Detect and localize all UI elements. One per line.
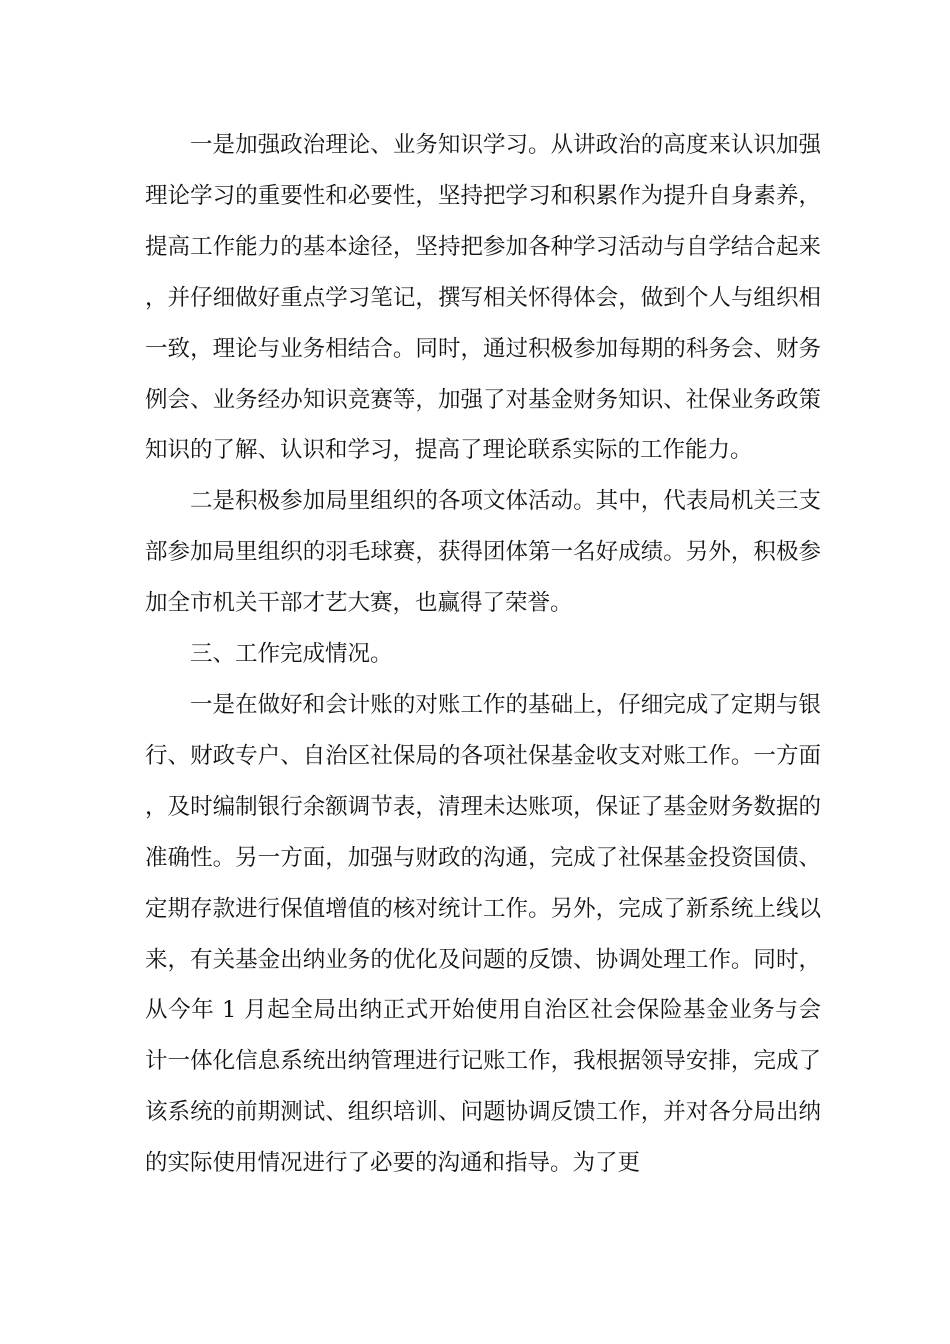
section-heading-work-completion: 三、工作完成情况。 bbox=[190, 641, 393, 668]
paragraph-activities: 二是积极参加局里组织的各项文体活动。其中，代表局机关三支部参加局里组织的羽毛球赛，获得团体第一名好成绩。另外，积极参加全市机关干部才艺大赛，也赢得了荣誉。 bbox=[145, 488, 821, 617]
paragraph-reconciliation: 一是在做好和会计账的对账工作的基础上，仔细完成了定期与银行、财政专户、自治区社保局的各项社保基金收支对账工作。一方面，及时编制银行余额调节表，清理未达账项，保证了基金财务数据的准确性。另一方面，加强与财政的沟通，完成了社保基金投资国债、定期存款进行保值增值的核对统计工作。另外，完成了新系统上线以来，有关基金出纳业务的优化及问题的反馈、协调处理工作。同时，从今年 1 月起全局出纳正式开始使用自治区社会保险基金业务与会计一体化信息系统出纳管理进行记账工作，我根据领导安排，完成了该系统的前期测试、组织培训、问题协调反馈工作，并对各分局出纳的实际使用情况进行了必要的沟通和指导。为了更 bbox=[145, 691, 821, 1177]
document-body bbox=[145, 120, 821, 1189]
paragraph-study: 一是加强政治理论、业务知识学习。从讲政治的高度来认识加强理论学习的重要性和必要性，坚持把学习和积累作为提升自身素养，提高工作能力的基本途径，坚持把参加各种学习活动与自学结合起来，并仔细做好重点学习笔记，撰写相关怀得体会，做到个人与组织相一致，理论与业务相结合。同时，通过积极参加每期的科务会、财务例会、业务经办知识竞赛等，加强了对基金财务知识、社保业务政策知识的了解、认识和学习，提高了理论联系实际的工作能力。 bbox=[145, 132, 821, 464]
